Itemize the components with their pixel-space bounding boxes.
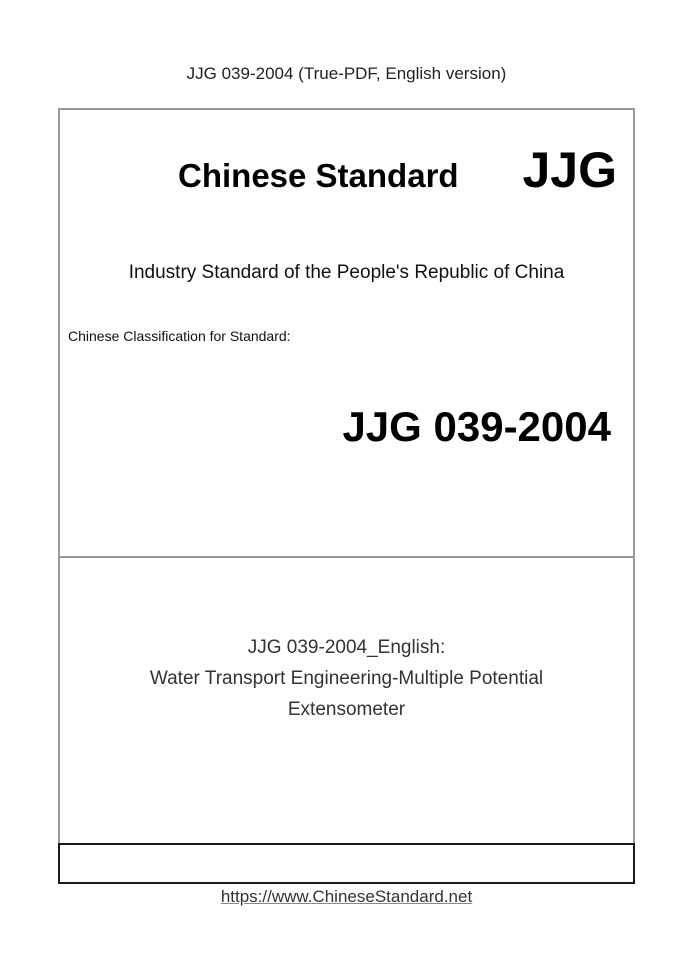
document-header: JJG 039-2004 (True-PDF, English version) [186, 64, 507, 83]
cover-box [58, 108, 635, 843]
cover-bottom-section [60, 558, 633, 725]
cover-top-section [60, 110, 633, 558]
website-link[interactable]: https://www.ChineseStandard.net [220, 887, 473, 906]
english-title-label: JJG 039-2004_English: [247, 637, 446, 658]
footer-box [58, 843, 635, 884]
english-title-text: Water Transport Engineering-Multiple Potential Extensometer [149, 668, 544, 720]
brand-title: Chinese Standard [178, 157, 459, 194]
brand-logo: JJG [522, 142, 617, 198]
standard-number: JJG 039-2004 [342, 402, 611, 450]
english-title-block [60, 558, 633, 725]
cover-subtitle: Industry Standard of the People's Republic of China [128, 261, 565, 283]
classification-label: Chinese Classification for Standard: [68, 327, 291, 344]
title-row [178, 142, 617, 200]
document-footer [0, 887, 693, 907]
